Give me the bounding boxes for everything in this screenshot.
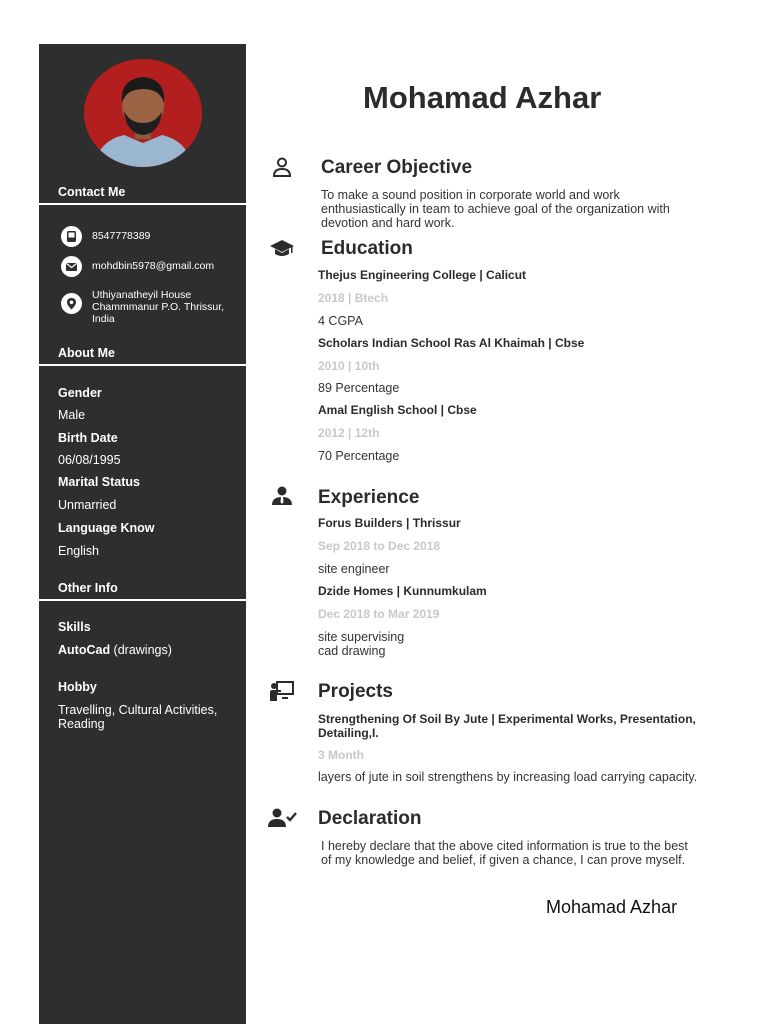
person-icon — [271, 156, 293, 183]
text-line: devotion and hard work. — [321, 216, 455, 230]
education-result: 70 Percentage — [318, 449, 400, 463]
education-result: 89 Percentage — [318, 381, 400, 395]
avatar — [84, 59, 202, 167]
hobby-line: Travelling, Cultural Activities, — [58, 703, 218, 717]
text-line: Strengthening Of Soil By Jute | Experimental Works, Presentation, — [318, 712, 696, 726]
experience-company: Dzide Homes | Kunnumkulam — [318, 584, 487, 598]
divider — [39, 599, 246, 601]
gender-label: Gender — [58, 386, 102, 400]
text-line: site supervising — [318, 630, 405, 644]
education-school: Scholars Indian School Ras Al Khaimah | Cbse — [318, 336, 585, 350]
experience-desc — [318, 630, 404, 658]
signature-name: Mohamad Azhar — [546, 897, 678, 917]
skills-label: Skills — [58, 620, 91, 634]
sidebar — [39, 44, 246, 1024]
address-line: Uthiyanatheyil House — [92, 289, 192, 301]
user-tie-icon — [271, 486, 293, 511]
project-duration: 3 Month — [318, 748, 364, 762]
text-line: I hereby declare that the above cited information is true to the best — [321, 839, 688, 853]
experience-date: Sep 2018 to Dec 2018 — [318, 539, 441, 553]
other-info-heading: Other Info — [58, 581, 118, 595]
divider — [39, 203, 246, 205]
phone-icon — [61, 226, 82, 247]
text-line: Detailing,I. — [318, 726, 379, 740]
career-objective-text — [321, 188, 721, 230]
presentation-icon — [269, 680, 295, 707]
text-line: enthusiastically in team to achieve goal of the organization with — [321, 202, 670, 216]
education-title: Education — [321, 238, 413, 259]
project-name — [318, 712, 738, 740]
declaration-title: Declaration — [318, 808, 422, 829]
birth-date-value: 06/08/1995 — [58, 453, 121, 467]
education-date: 2010 | 10th — [318, 359, 380, 373]
text-line: of my knowledge and belief, if given a chance, I can prove myself. — [321, 853, 686, 867]
hobby-label: Hobby — [58, 680, 97, 694]
phone-number[interactable]: 8547778389 — [92, 230, 151, 242]
skill-item — [58, 643, 238, 657]
contact-phone-row — [61, 226, 150, 247]
email-address[interactable]: mohdbin5978@gmail.com — [92, 260, 215, 272]
experience-title: Experience — [318, 487, 420, 508]
education-result: 4 CGPA — [318, 314, 363, 328]
user-check-icon — [268, 808, 298, 833]
projects-title: Projects — [318, 681, 393, 702]
marital-status-label: Marital Status — [58, 475, 140, 489]
about-heading: About Me — [58, 346, 115, 360]
contact-heading: Contact Me — [58, 185, 126, 199]
education-school: Amal English School | Cbse — [318, 403, 477, 417]
experience-desc: site engineer — [318, 562, 390, 576]
gender-value: Male — [58, 408, 86, 422]
education-date: 2012 | 12th — [318, 426, 380, 440]
declaration-text — [321, 839, 731, 867]
skill-name: AutoCad — [58, 643, 111, 657]
hobby-line: Reading — [58, 717, 105, 731]
education-school: Thejus Engineering College | Calicut — [318, 268, 527, 282]
skill-detail: (drawings) — [110, 643, 172, 657]
project-desc: layers of jute in soil strengthens by increasing load carrying capacity. — [318, 770, 698, 784]
language-value: English — [58, 544, 99, 558]
text-line: cad drawing — [318, 644, 386, 658]
experience-date: Dec 2018 to Mar 2019 — [318, 607, 440, 621]
contact-address-row — [61, 289, 224, 325]
location-icon — [61, 293, 82, 314]
page-title: Mohamad Azhar — [363, 80, 602, 115]
birth-date-label: Birth Date — [58, 431, 118, 445]
address-line: India — [92, 313, 115, 325]
divider — [39, 364, 246, 366]
address — [92, 289, 224, 325]
career-objective-title: Career Objective — [321, 157, 473, 178]
experience-company: Forus Builders | Thrissur — [318, 516, 461, 530]
contact-email-row — [61, 256, 214, 277]
language-label: Language Know — [58, 521, 155, 535]
address-line: Chammmanur P.O. Thrissur, — [92, 301, 225, 313]
text-line: To make a sound position in corporate world and work — [321, 188, 620, 202]
marital-status-value: Unmarried — [58, 498, 117, 512]
hobby-value — [58, 703, 238, 731]
education-date: 2018 | Btech — [318, 291, 389, 305]
graduation-cap-icon — [269, 238, 295, 263]
email-icon — [61, 256, 82, 277]
